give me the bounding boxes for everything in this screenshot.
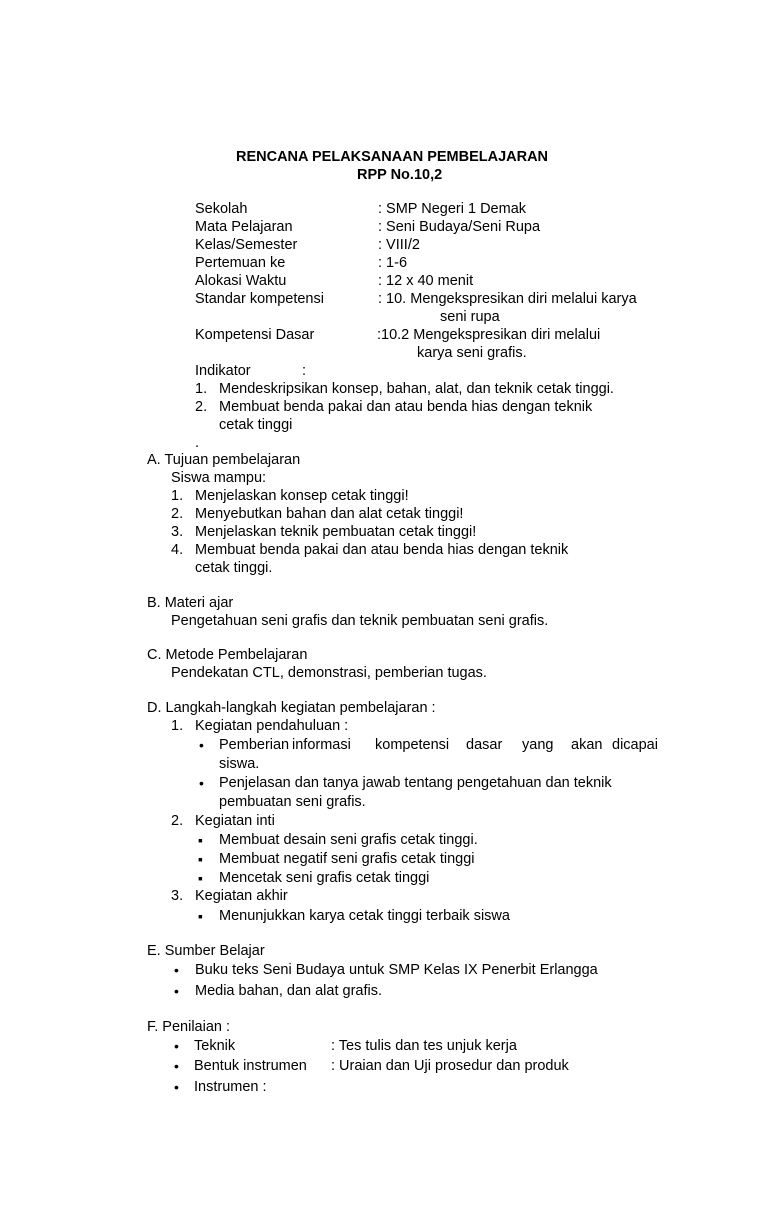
indikator-2-num: 2. [195, 399, 208, 415]
square-bullet-icon: ▪ [198, 851, 203, 867]
bullet-text: Penjelasan dan tanya jawab tentang pengetahuan dan teknik [219, 775, 612, 791]
section-c-heading: C. Metode Pembelajaran [147, 647, 308, 663]
bullet-text: Mencetak seni grafis cetak tinggi [219, 870, 430, 886]
sk-value-line1: : 10. Mengekspresikan diri melalui karya [378, 291, 637, 307]
list-item-continuation: cetak tinggi. [195, 560, 273, 576]
bullet-text: Menunjukkan karya cetak tinggi terbaik siswa [219, 908, 510, 924]
square-bullet-icon: ▪ [198, 908, 203, 924]
bullet-icon: • [199, 775, 204, 791]
bullet-text: Buku teks Seni Budaya untuk SMP Kelas IX Penerbit Erlangga [195, 962, 598, 978]
section-a-intro: Siswa mampu: [171, 470, 267, 486]
bullet-word: akan [571, 737, 603, 753]
section-b-heading: B. Materi ajar [147, 595, 234, 611]
mapel-label: Mata Pelajaran [195, 219, 293, 235]
page-title: RENCANA PELAKSANAAN PEMBELAJARAN [236, 149, 549, 165]
step-number: 2. [171, 813, 184, 829]
bullet-word: yang [522, 737, 554, 753]
bullet-continuation: pembuatan seni grafis. [219, 794, 366, 810]
section-f-heading: F. Penilaian : [147, 1019, 231, 1035]
indikator-1: Mendeskripsikan konsep, bahan, alat, dan teknik cetak tinggi. [219, 381, 614, 397]
indikator-1-num: 1. [195, 381, 208, 397]
sekolah-label: Sekolah [195, 201, 248, 217]
list-item: Menyebutkan bahan dan alat cetak tinggi! [195, 506, 464, 522]
bullet-word: dicapai [612, 737, 658, 753]
square-bullet-icon: ▪ [198, 870, 203, 886]
list-item: Menjelaskan teknik pembuatan cetak tinggi! [195, 524, 477, 540]
bullet-icon: • [174, 1058, 179, 1074]
bullet-icon: • [174, 983, 179, 999]
sk-label: Standar kompetensi [195, 291, 324, 307]
step-title: Kegiatan pendahuluan : [195, 718, 349, 734]
indikator-2-line2: cetak tinggi [219, 417, 293, 433]
kelas-value: : VIII/2 [378, 237, 420, 253]
indikator-colon: : [302, 363, 307, 379]
section-d-heading: D. Langkah-langkah kegiatan pembelajaran : [147, 700, 436, 716]
bullet-icon: • [199, 737, 204, 753]
section-b-text: Pengetahuan seni grafis dan teknik pembuatan seni grafis. [171, 613, 549, 629]
list-item-number: 1. [171, 488, 184, 504]
list-item-number: 2. [171, 506, 184, 522]
bullet-word: informasi [292, 737, 351, 753]
indikator-2-line1: Membuat benda pakai dan atau benda hias dengan teknik [219, 399, 593, 415]
kd-label: Kompetensi Dasar [195, 327, 315, 343]
bullet-word: kompetensi [375, 737, 450, 753]
sekolah-value: : SMP Negeri 1 Demak [378, 201, 527, 217]
step-title: Kegiatan inti [195, 813, 275, 829]
page-subtitle: RPP No.10,2 [357, 167, 443, 183]
bullet-word: Pemberian [219, 737, 290, 753]
alokasi-label: Alokasi Waktu [195, 273, 287, 289]
kd-value-line1: :10.2 Mengekspresikan diri melalui [377, 327, 601, 343]
kd-value-line2: karya seni grafis. [417, 345, 527, 361]
list-item-number: 3. [171, 524, 184, 540]
step-number: 1. [171, 718, 184, 734]
bullet-text: Membuat desain seni grafis cetak tinggi. [219, 832, 478, 848]
alokasi-value: : 12 x 40 menit [378, 273, 474, 289]
bullet-icon: • [174, 1038, 179, 1054]
bullet-icon: • [174, 1079, 179, 1095]
mapel-value: : Seni Budaya/Seni Rupa [378, 219, 541, 235]
pertemuan-label: Pertemuan ke [195, 255, 286, 271]
bullet-text: Media bahan, dan alat grafis. [195, 983, 383, 999]
bullet-text: Membuat negatif seni grafis cetak tinggi [219, 851, 475, 867]
list-item-number: 4. [171, 542, 184, 558]
separator-dot: . [195, 435, 200, 451]
step-number: 3. [171, 888, 184, 904]
pertemuan-value: : 1-6 [378, 255, 408, 271]
bullet-continuation: siswa. [219, 756, 260, 772]
bentuk-label: Bentuk instrumen [194, 1058, 307, 1074]
sk-value-line2: seni rupa [440, 309, 500, 325]
bentuk-value: : Uraian dan Uji prosedur dan produk [331, 1058, 569, 1074]
kelas-label: Kelas/Semester [195, 237, 298, 253]
list-item: Membuat benda pakai dan atau benda hias dengan teknik [195, 542, 569, 558]
teknik-label: Teknik [194, 1038, 236, 1054]
section-a-heading: A. Tujuan pembelajaran [147, 452, 301, 468]
section-e-heading: E. Sumber Belajar [147, 943, 265, 959]
bullet-icon: • [174, 962, 179, 978]
list-item: Menjelaskan konsep cetak tinggi! [195, 488, 409, 504]
bullet-word: dasar [466, 737, 503, 753]
section-c-text: Pendekatan CTL, demonstrasi, pemberian tugas. [171, 665, 487, 681]
indikator-label: Indikator [195, 363, 251, 379]
step-title: Kegiatan akhir [195, 888, 288, 904]
instrumen-label: Instrumen : [194, 1079, 267, 1095]
teknik-value: : Tes tulis dan tes unjuk kerja [331, 1038, 517, 1054]
square-bullet-icon: ▪ [198, 832, 203, 848]
